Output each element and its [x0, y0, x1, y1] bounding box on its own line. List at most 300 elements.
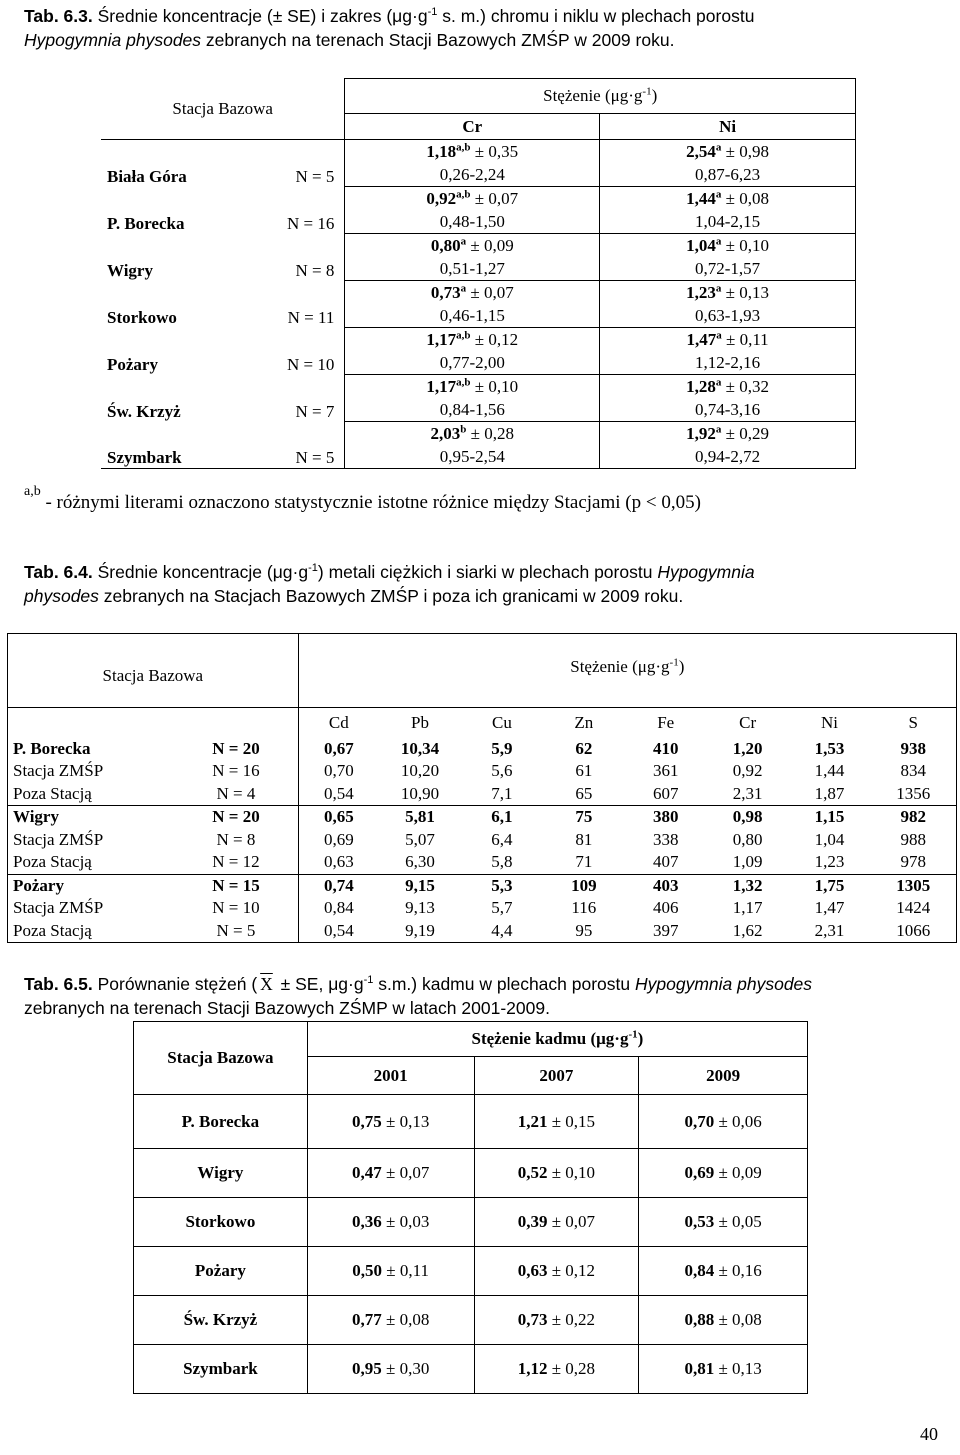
tab63-site: Św. Krzyż	[107, 401, 181, 421]
cr-se-value: ± 0,09	[466, 236, 514, 255]
tab64-caption-sup: -1	[308, 562, 318, 575]
tab64-caption	[24, 560, 939, 608]
tab64-cell: 0,98	[732, 807, 763, 826]
tab63-n: N = 5	[251, 422, 345, 469]
tab65-site: Św. Krzyż	[134, 1296, 308, 1345]
tab64-col-header: Zn	[574, 712, 594, 732]
tab64-row-n: N = 15	[174, 874, 298, 897]
tab65-row	[134, 1345, 808, 1394]
tab63-row	[101, 234, 856, 258]
tab64-cell: 407	[652, 852, 679, 871]
cd-mean-value: 0,53	[684, 1212, 715, 1231]
cr-significance: a,b	[456, 188, 471, 201]
tab63-cr-range: 0,48-1,50	[345, 210, 600, 234]
tab64-station-header: Stacja Bazowa	[8, 634, 299, 708]
cd-se-value: ± 0,28	[547, 1359, 596, 1378]
tab64-cell: 982	[900, 807, 926, 826]
cd-se-value: ± 0,10	[547, 1163, 596, 1182]
tab64-cell: 1,62	[732, 920, 763, 940]
tab63-footnote	[24, 483, 701, 514]
tab63-col-ni: Ni	[600, 114, 856, 140]
cr-mean-value: 2,03	[430, 424, 461, 443]
tab63-cr-range: 0,84-1,56	[345, 398, 600, 422]
cd-se-value: ± 0,06	[714, 1111, 762, 1131]
tab64-row-n: N = 10	[174, 897, 298, 920]
cr-mean-value: 1,17	[426, 330, 457, 349]
tab65-year-header: 2001	[307, 1057, 474, 1095]
cd-mean-value: 0,73	[517, 1310, 548, 1329]
tab64-row-n: N = 5	[174, 920, 298, 943]
tab64-cell: 5,07	[405, 829, 435, 849]
tab65-caption-species: Hypogymnia physodes	[635, 974, 813, 994]
tab64-caption-number: Tab. 6.4.	[24, 562, 93, 582]
tab64-cell: 1,53	[814, 738, 845, 758]
tab64-col-header: Fe	[657, 712, 675, 732]
tab64-row-label: Poza Stacją	[13, 920, 92, 940]
tab64-cell: 338	[652, 829, 679, 849]
tab64-conc-header: Stężenie $(\mu g\cdot g^{-1})$	[570, 656, 685, 677]
cr-significance: a,b	[456, 141, 471, 154]
tab63-row	[101, 375, 856, 399]
tab64-cell: 2,31	[814, 920, 845, 940]
tab64-row-n: N = 20	[174, 738, 298, 761]
tab64-caption-end: zebranych na Stacjach Bazowych ZMŚP i poza ich granicami w 2009 roku.	[98, 586, 684, 606]
tab64-row-label: Poza Stacją	[13, 852, 92, 871]
tab64-cell: 403	[652, 875, 679, 895]
tab65-year-header: 2007	[474, 1057, 639, 1095]
tab64-cell: 410	[652, 738, 679, 758]
tab65-site: Szymbark	[134, 1345, 308, 1394]
tab64-row	[8, 829, 957, 852]
tab64-cell: 9,19	[405, 920, 435, 940]
tab64-cell: 988	[900, 829, 926, 849]
cd-mean-value: 0,63	[517, 1261, 548, 1280]
tab64-cell: 397	[652, 920, 679, 940]
cd-se-value: ± 0,30	[381, 1359, 430, 1378]
tab64-row	[8, 783, 957, 806]
tab63-site: Pożary	[107, 354, 158, 374]
tab63-col-cr: Cr	[345, 114, 600, 140]
tab64-caption-species1: Hypogymnia	[657, 562, 755, 582]
tab64-cell: 0,74	[323, 875, 354, 895]
tab64-cell: 1066	[896, 920, 931, 940]
tab64-cell: 1,47	[814, 898, 845, 917]
tab65-conc-header: Stężenie kadmu $(\mu g\cdot g^{-1})$	[307, 1022, 807, 1057]
tab64-cell: 0,54	[323, 783, 354, 803]
tab65-row	[134, 1247, 808, 1296]
footnote-text: - różnymi literami oznaczono statystycznie istotne różnice między Stacjami (p < 0,05)	[40, 492, 701, 513]
tab65-caption-text3: s.m.) kadmu w plechach porostu	[373, 974, 635, 994]
cd-se-value: ± 0,22	[547, 1310, 596, 1329]
tab63-table	[101, 78, 856, 469]
tab64-cell: 10,34	[400, 738, 440, 758]
tab65-cell	[639, 1198, 808, 1247]
tab65-cell	[307, 1296, 474, 1345]
tab64-cell: 5,6	[491, 761, 513, 780]
tab64-cell: 1,04	[814, 829, 845, 849]
tab63-cr-mean	[345, 422, 600, 446]
tab63-ni-range: 0,94-2,72	[600, 445, 856, 469]
tab65-cell	[307, 1345, 474, 1394]
cr-mean-value: 0,92	[426, 189, 457, 208]
tab64-cell: 5,7	[491, 898, 513, 917]
tab64-cell: 0,69	[323, 829, 354, 849]
tab64-row-label: Poza Stacją	[13, 783, 92, 803]
tab64-cell: 95	[575, 920, 593, 940]
ni-significance: a	[715, 141, 722, 154]
tab63-cr-range: 0,95-2,54	[345, 445, 600, 469]
tab65-station-header: Stacja Bazowa	[134, 1022, 308, 1095]
tab65-caption	[24, 972, 939, 1020]
ni-mean-value: 1,04	[686, 236, 716, 255]
tab64-cell: 1,44	[814, 761, 845, 780]
tab64-col-header: Cd	[328, 712, 349, 732]
tab64-cell: 978	[900, 852, 926, 871]
tab64-cell: 65	[575, 783, 593, 803]
tab63-n: N = 7	[251, 375, 345, 422]
tab64-cell: 10,20	[400, 761, 440, 780]
tab64-cell: 10,90	[400, 783, 440, 803]
tab63-ni-range: 1,12-2,16	[600, 351, 856, 375]
tab63-ni-range: 0,63-1,93	[600, 304, 856, 328]
tab64-row-n: N = 20	[174, 806, 298, 829]
cd-se-value: ± 0,08	[381, 1310, 430, 1329]
tab64-row	[8, 920, 957, 943]
cr-significance: b	[460, 423, 467, 436]
tab64-row	[8, 760, 957, 783]
tab65-cell	[474, 1149, 639, 1198]
cd-se-value: ± 0,16	[714, 1261, 762, 1280]
cd-mean-value: 0,69	[684, 1163, 715, 1182]
ni-mean-value: 1,47	[686, 330, 717, 349]
tab65-site: Pożary	[134, 1247, 308, 1296]
ni-se-value: ± 0,13	[721, 283, 770, 302]
tab64-cell: 6,30	[405, 852, 435, 871]
tab64-cell: 5,81	[405, 807, 435, 826]
tab63-row	[101, 328, 856, 352]
cd-se-value: ± 0,15	[547, 1111, 596, 1131]
cd-se-value: ± 0,07	[381, 1163, 430, 1182]
cd-se-value: ± 0,13	[714, 1359, 762, 1378]
cr-se-value: ± 0,07	[470, 189, 519, 208]
cr-significance: a,b	[456, 376, 471, 389]
tab63-ni-range: 1,04-2,15	[600, 210, 856, 234]
tab64-row	[8, 738, 957, 761]
ni-mean-value: 1,92	[686, 424, 716, 443]
tab65-site: Wigry	[134, 1149, 308, 1198]
tab64-cell: 61	[575, 761, 593, 780]
cr-se-value: ± 0,12	[470, 330, 519, 349]
tab64-col-header: Cu	[491, 712, 512, 732]
tab63-cr-range: 0,77-2,00	[345, 351, 600, 375]
tab64-col-header: Cr	[739, 712, 757, 732]
cr-mean-value: 1,18	[426, 142, 457, 161]
tab65-cell	[474, 1095, 639, 1149]
ni-significance: a	[716, 329, 722, 342]
cd-mean-value: 0,36	[351, 1212, 382, 1231]
tab64-row	[8, 897, 957, 920]
tab63-cr-mean	[345, 281, 600, 305]
tab64-cell: 6,4	[491, 829, 513, 849]
tab64-cell: 0,63	[323, 852, 354, 871]
tab64-cell: 1,09	[732, 852, 763, 871]
cd-se-value: ± 0,07	[547, 1212, 596, 1231]
tab64-cell: 9,15	[405, 875, 435, 895]
tab63-n: N = 16	[251, 187, 345, 234]
cd-se-value: ± 0,09	[714, 1163, 762, 1182]
cd-se-value: ± 0,03	[381, 1212, 430, 1231]
cd-mean-value: 0,39	[517, 1212, 548, 1231]
tab63-caption-text: Średnie koncentracje (± SE) i zakres (μg·g	[97, 6, 428, 26]
tab65-cell	[474, 1345, 639, 1394]
tab64-cell: 380	[652, 807, 679, 826]
ni-se-value: ± 0,29	[721, 424, 770, 443]
cr-se-value: ± 0,28	[466, 424, 515, 443]
tab63-ni-range: 0,72-1,57	[600, 257, 856, 281]
tab63-ni-mean	[600, 234, 856, 258]
ni-significance: a	[715, 188, 722, 201]
tab63-row	[101, 422, 856, 446]
ni-se-value: ± 0,08	[721, 189, 770, 208]
tab65-caption-text: Porównanie stężeń (	[97, 974, 258, 994]
tab65-cell	[639, 1296, 808, 1345]
tab65-row	[134, 1198, 808, 1247]
ni-mean-value: 1,23	[686, 283, 716, 302]
tab65-cell	[639, 1345, 808, 1394]
tab64-cell: 5,3	[491, 875, 513, 895]
tab64-row	[8, 874, 957, 897]
cr-se-value: ± 0,35	[470, 142, 519, 161]
tab64-col-header: S	[908, 712, 918, 732]
tab63-ni-range: 0,87-6,23	[600, 163, 856, 187]
tab63-cr-range: 0,51-1,27	[345, 257, 600, 281]
cd-mean-value: 0,77	[351, 1310, 382, 1329]
tab63-caption-text2: s. m.) chromu i niklu w plechach porostu	[437, 6, 755, 26]
tab63-caption-sup: -1	[427, 6, 438, 19]
tab63-site: P. Borecka	[107, 213, 185, 233]
tab64-row-label: Wigry	[13, 807, 59, 826]
tab63-conc-header: Stężenie $(\mu g\cdot g^{-1})$	[345, 79, 856, 114]
tab64-cell: 0,67	[323, 738, 354, 758]
tab64-row-n: N = 16	[174, 760, 298, 783]
cd-mean-value: 0,75	[351, 1111, 382, 1131]
tab63-caption-number: Tab. 6.3.	[24, 6, 93, 26]
tab65-table	[133, 1021, 808, 1394]
cd-mean-value: 0,81	[684, 1359, 715, 1378]
cd-se-value: ± 0,11	[382, 1261, 429, 1280]
ni-se-value: ± 0,11	[721, 330, 769, 349]
tab64-table	[7, 633, 957, 943]
cr-mean-value: 1,17	[426, 377, 457, 396]
tab63-n: N = 5	[251, 140, 345, 187]
tab65-caption-number: Tab. 6.5.	[24, 974, 93, 994]
tab65-caption-text2: ± SE, μg·g	[275, 974, 364, 994]
tab63-ni-mean	[600, 281, 856, 305]
tab64-cell: 116	[571, 898, 597, 917]
tab64-cell: 81	[575, 829, 593, 849]
tab64-cell: 0,54	[323, 920, 354, 940]
tab63-row	[101, 281, 856, 305]
cr-significance: a	[460, 282, 467, 295]
tab64-row-label: P. Borecka	[13, 738, 91, 758]
tab64-cell: 1,87	[814, 783, 845, 803]
tab63-cr-range: 0,46-1,15	[345, 304, 600, 328]
ni-se-value: ± 0,10	[721, 236, 770, 255]
tab64-cell: 1,15	[814, 807, 845, 826]
page-number: 40	[920, 1424, 938, 1444]
tab64-row-label: Stacja ZMŚP	[13, 761, 104, 780]
tab63-station-header: Stacja Bazowa	[101, 79, 345, 140]
tab64-row-n: N = 8	[174, 829, 298, 852]
tab64-row	[8, 851, 957, 874]
tab63-ni-mean	[600, 187, 856, 211]
tab64-caption-text2: ) metali ciężkich i siarki w plechach porostu	[317, 562, 658, 582]
tab63-ni-mean	[600, 375, 856, 399]
tab63-n: N = 10	[251, 328, 345, 375]
tab63-cr-range: 0,26-2,24	[345, 163, 600, 187]
tab64-cell: 0,92	[732, 761, 763, 780]
tab65-row	[134, 1296, 808, 1345]
tab64-cell: 62	[575, 738, 593, 758]
ni-se-value: ± 0,98	[721, 142, 770, 161]
cd-mean-value: 0,95	[351, 1359, 382, 1378]
mean-symbol: $\overline{X}$	[260, 974, 273, 994]
tab65-cell	[639, 1095, 808, 1149]
tab65-cell	[474, 1247, 639, 1296]
tab64-row	[8, 806, 957, 829]
tab64-cell: 406	[652, 898, 679, 917]
tab64-cell: 9,13	[405, 898, 435, 917]
tab63-caption-species: Hypogymnia physodes	[24, 30, 202, 50]
tab65-cell	[307, 1198, 474, 1247]
tab64-row-label: Stacja ZMŚP	[13, 898, 104, 917]
cr-mean-value: 0,73	[430, 283, 461, 302]
tab64-cell: 1,17	[732, 898, 763, 917]
tab64-cell: 834	[900, 761, 926, 780]
cr-significance: a	[460, 235, 467, 248]
tab63-row	[101, 187, 856, 211]
cd-mean-value: 0,50	[352, 1261, 383, 1280]
tab64-cell: 938	[900, 738, 926, 758]
tab63-ni-mean	[600, 140, 856, 164]
tab64-cell: 1,75	[814, 875, 845, 895]
tab63-cr-mean	[345, 187, 600, 211]
cd-mean-value: 1,21	[517, 1111, 548, 1131]
tab64-cell: 7,1	[491, 783, 513, 803]
tab63-ni-range: 0,74-3,16	[600, 398, 856, 422]
ni-se-value: ± 0,32	[721, 377, 770, 396]
tab65-cell	[474, 1296, 639, 1345]
cd-mean-value: 0,84	[684, 1261, 715, 1280]
tab63-cr-mean	[345, 375, 600, 399]
tab63-ni-mean	[600, 328, 856, 352]
tab64-cell: 5,9	[491, 738, 513, 758]
tab63-cr-mean	[345, 140, 600, 164]
cd-mean-value: 1,12	[517, 1359, 548, 1378]
cd-mean-value: 0,52	[517, 1163, 548, 1182]
tab63-caption-end: zebranych na terenach Stacji Bazowych ZMŚP w 2009 roku.	[201, 30, 675, 50]
tab65-row	[134, 1095, 808, 1149]
tab63-site: Wigry	[107, 260, 153, 280]
tab64-cell: 607	[652, 783, 679, 803]
tab64-cell: 0,84	[323, 898, 354, 917]
tab65-row	[134, 1149, 808, 1198]
tab63-ni-mean	[600, 422, 856, 446]
cr-se-value: ± 0,10	[470, 377, 519, 396]
tab64-cell: 1305	[896, 875, 931, 895]
tab65-site: P. Borecka	[134, 1095, 308, 1149]
ni-significance: a	[715, 235, 722, 248]
tab65-year-header: 2009	[639, 1057, 808, 1095]
cd-mean-value: 0,88	[684, 1310, 715, 1329]
tab64-col-header: Pb	[411, 712, 429, 732]
tab64-cell: 75	[575, 807, 593, 826]
tab64-col-header: Ni	[821, 712, 839, 732]
tab64-caption-text: Średnie koncentracje (μg·g	[97, 562, 309, 582]
tab64-cell: 109	[571, 875, 597, 895]
tab63-caption	[24, 4, 939, 52]
cd-se-value: ± 0,13	[381, 1111, 430, 1131]
ni-significance: a	[715, 423, 722, 436]
tab64-cell: 1,20	[732, 738, 763, 758]
tab63-row	[101, 140, 856, 164]
cr-mean-value: 0,80	[430, 236, 461, 255]
tab64-cell: 1,23	[814, 852, 845, 871]
cd-se-value: ± 0,12	[547, 1261, 596, 1280]
tab64-cell: 1356	[896, 783, 931, 803]
tab64-cell: 0,80	[732, 829, 763, 849]
cd-mean-value: 0,47	[351, 1163, 382, 1182]
tab65-caption-end: zebranych na terenach Stacji Bazowych ZŚMP w latach 2001-2009.	[24, 998, 550, 1018]
tab64-cell: 4,4	[491, 920, 513, 940]
tab64-row-n: N = 12	[174, 851, 298, 874]
tab63-n: N = 11	[251, 281, 345, 328]
tab64-cell: 71	[575, 852, 593, 871]
tab64-caption-species2: physodes	[24, 586, 99, 606]
tab63-cr-mean	[345, 328, 600, 352]
cd-mean-value: 0,70	[684, 1111, 715, 1131]
tab65-cell	[639, 1247, 808, 1296]
tab64-cell: 0,65	[323, 807, 354, 826]
tab63-site: Szymbark	[101, 422, 251, 469]
tab64-cell: 2,31	[732, 783, 763, 803]
tab63-site: Biała Góra	[107, 166, 187, 186]
tab65-site: Storkowo	[134, 1198, 308, 1247]
tab64-row-n: N = 4	[174, 783, 298, 806]
ni-significance: a	[715, 376, 722, 389]
tab64-cell: 1424	[896, 898, 931, 917]
tab65-cell	[307, 1247, 474, 1296]
ni-mean-value: 2,54	[686, 142, 716, 161]
tab64-cell: 6,1	[491, 807, 513, 826]
tab63-site: Storkowo	[107, 307, 177, 327]
cr-se-value: ± 0,07	[466, 283, 514, 302]
tab65-caption-sup: -1	[363, 974, 374, 987]
tab64-cell: 361	[652, 761, 679, 780]
cd-se-value: ± 0,08	[714, 1310, 762, 1329]
tab64-row-label: Pożary	[13, 875, 64, 895]
tab65-cell	[639, 1149, 808, 1198]
ni-mean-value: 1,44	[686, 189, 716, 208]
tab64-cell: 1,32	[732, 875, 763, 895]
tab65-cell	[307, 1149, 474, 1198]
cd-se-value: ± 0,05	[714, 1212, 762, 1231]
tab65-cell	[474, 1198, 639, 1247]
tab65-cell	[307, 1095, 474, 1149]
tab63-n: N = 8	[251, 234, 345, 281]
tab64-row-label: Stacja ZMŚP	[13, 829, 104, 849]
tab64-cell: 5,8	[491, 852, 513, 871]
